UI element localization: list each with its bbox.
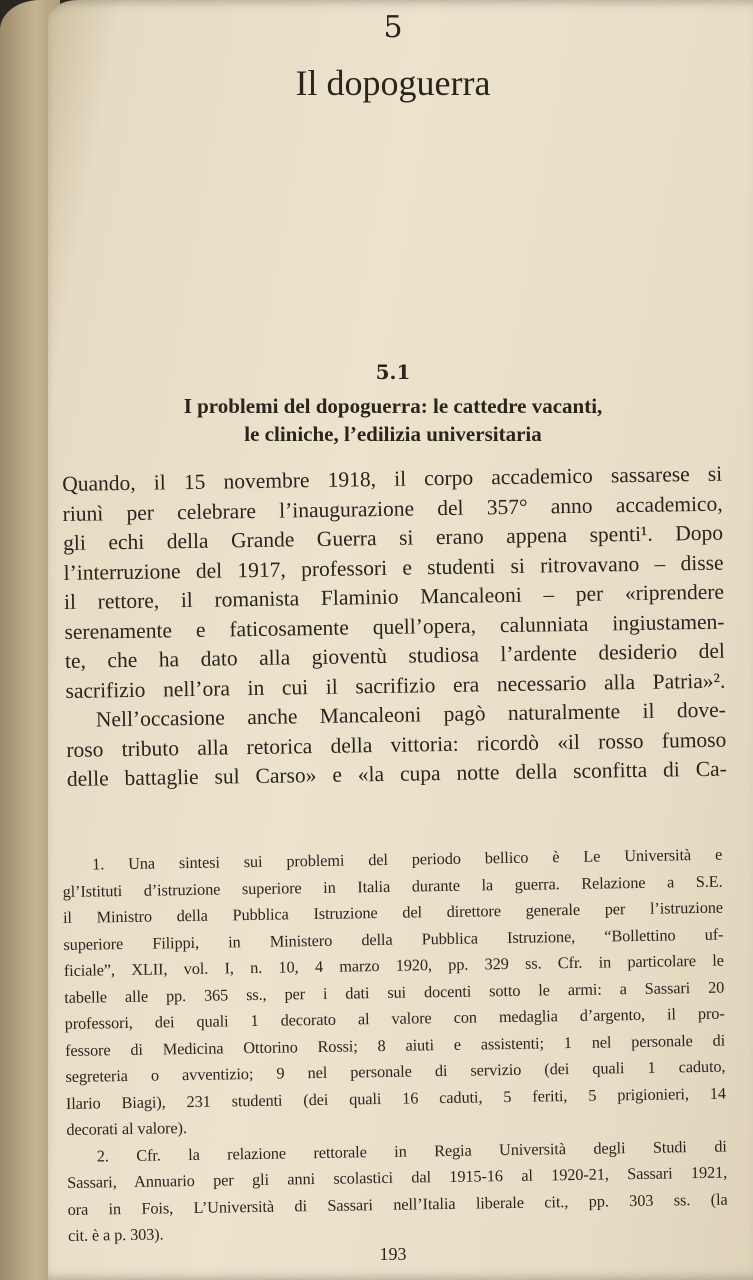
book-page <box>48 0 753 1280</box>
body-line: delle battaglie sul Carso» e «la cupa notte della sconfitta di Ca- <box>66 756 727 791</box>
chapter-title: Il dopoguerra <box>295 63 491 103</box>
section-title-line: le cliniche, l’edilizia universitaria <box>244 422 542 446</box>
footnote-line: tabelle alle pp. 365 ss., per i dati sui docenti sotto le armi: a Sassari 20 <box>64 977 725 1007</box>
footnote-line: decorati al valore). <box>66 1118 187 1139</box>
body-line: il rettore, il romanista Flaminio Mancaleoni – per «riprendere <box>63 579 725 614</box>
footnote-line: professori, dei quali 1 decorato al valore con medaglia d’argento, il pro- <box>64 1003 725 1033</box>
footnote-line: 2. Cfr. la relazione rettorale in Regia Università degli Studi di <box>96 1136 727 1165</box>
chapter-number: 5 <box>383 10 403 45</box>
body-line: riunì per celebrare l’inaugurazione del 357° anno accademico, <box>62 491 723 526</box>
footnote-line: ficiale”, XLII, vol. I, n. 10, 4 marzo 1920, pp. 329 ss. Cfr. in particolare le <box>63 950 724 980</box>
body-line: Nell’occasione anche Mancaleoni pagò naturalmente il dove- <box>95 697 727 732</box>
footnote-line: segreteria o avventizio; 9 nel personale di servizio (dei quali 1 caduto, <box>65 1056 726 1086</box>
body-text <box>62 460 727 795</box>
footnote-line: il Ministro della Pubblica Istruzione del direttore generale per l’istruzione <box>62 897 724 927</box>
body-line: gli echi della Grande Guerra si erano appena spenti¹. Dopo <box>62 520 724 555</box>
footnote-line: cit. è a p. 303). <box>67 1224 164 1245</box>
footnote-line: fessore di Medicina Ottorino Rossi; 8 aiuti e assistenti; 1 nel personale di <box>64 1030 726 1060</box>
body-line: serenamente e faticosamente quell’opera, calunniata ingiustamen- <box>64 609 725 644</box>
footnote-line: ora in Fois, L’Università di Sassari nell’Italia liberale cit., pp. 303 ss. (la <box>67 1189 728 1219</box>
body-line: Quando, il 15 novembre 1918, il corpo accademico sassarese si <box>62 461 723 496</box>
footnotes <box>62 842 728 1250</box>
page-number: 193 <box>379 1244 407 1264</box>
footnote-line: gl’Istituti d’istruzione superiore in Italia durante la guerra. Relazione a S.E. <box>62 871 723 901</box>
body-line: l’interruzione del 1917, professori e studenti si ritrovavano – disse <box>63 550 724 585</box>
section-title <box>48 392 738 448</box>
body-line: sacrifizio nell’ora in cui il sacrifizio era necessario alla Patria»². <box>65 668 726 703</box>
footnote-line: superiore Filippi, in Ministero della Pubblica Istruzione, “Bollettino uf- <box>63 924 724 954</box>
section-title-line: I problemi del dopoguerra: le cattedre vacanti, <box>183 394 603 418</box>
section-number: 5.1 <box>375 360 411 384</box>
footnote-line: Ilario Biagi), 231 studenti (dei quali 16 caduti, 5 feriti, 5 prigionieri, 14 <box>65 1083 727 1113</box>
footnote-line: Sassari, Annuario per gli anni scolastici dal 1915-16 al 1920-21, Sassari 1921, <box>67 1162 728 1192</box>
body-line: roso tributo alla retorica della vittoria: ricordò «il rosso fumoso <box>66 727 727 762</box>
footnote-line: 1. Una sintesi sui problemi del periodo bellico è Le Università e <box>92 844 723 874</box>
body-line: te, che ha dato alla gioventù studiosa l’ardente desiderio del <box>64 638 726 673</box>
